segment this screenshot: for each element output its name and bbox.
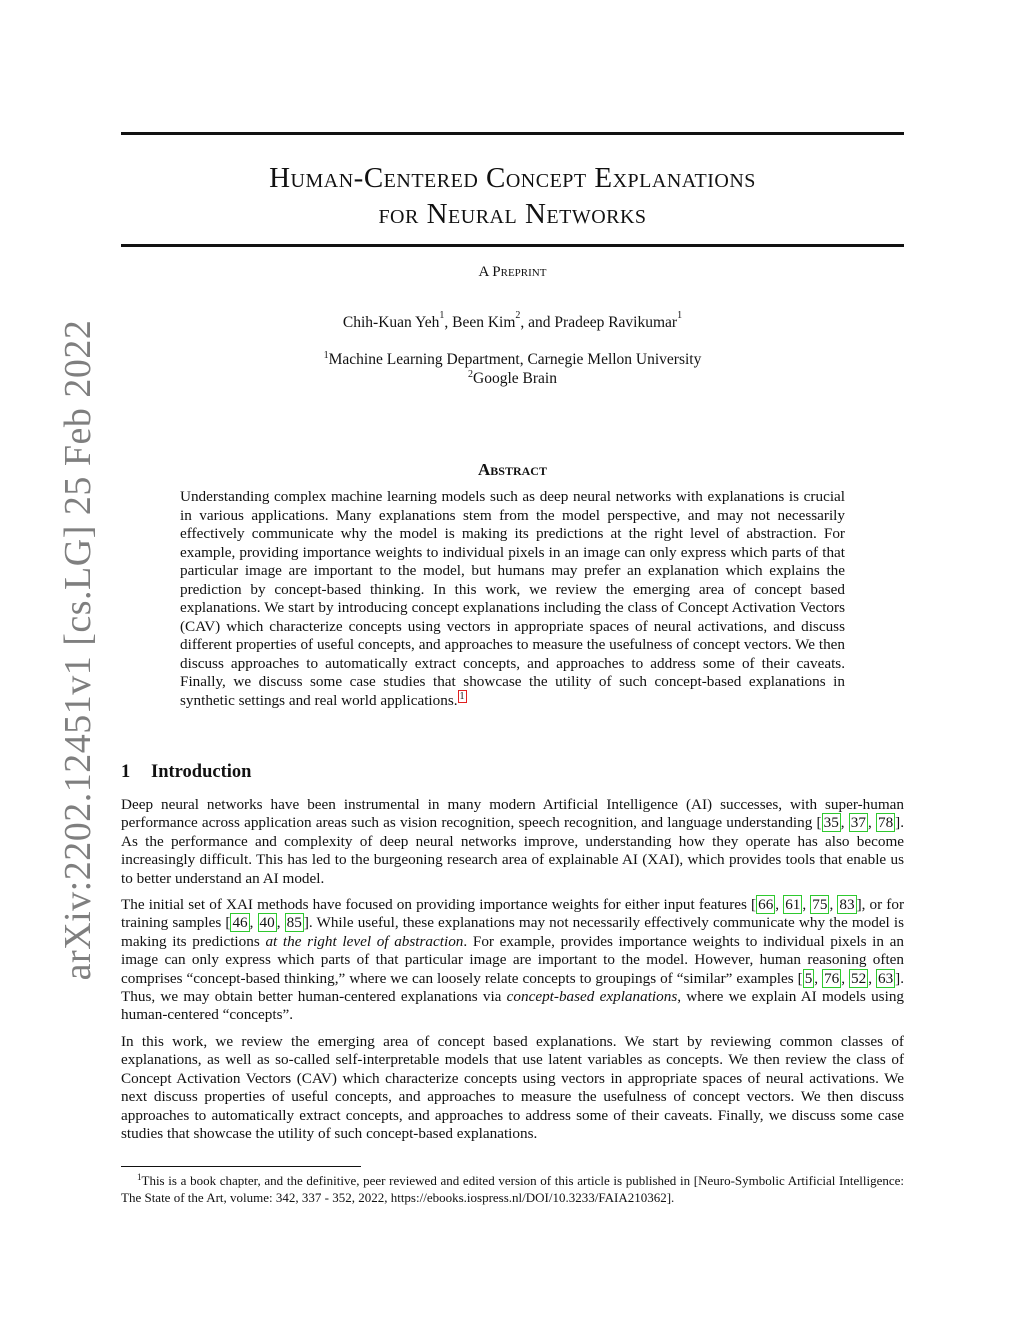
citation-link[interactable]: 37 (850, 814, 866, 832)
paper-title (121, 160, 904, 232)
author-affiliation-mark: 2 (515, 310, 521, 321)
section-heading-introduction (121, 762, 251, 783)
paragraph (121, 896, 904, 1025)
affiliation-mark: 1 (323, 350, 329, 361)
text-run: . Thus, we may obtain better human-centered explanations via (121, 969, 905, 1006)
citation-link[interactable]: 75 (812, 896, 828, 914)
affiliation-list (121, 350, 904, 388)
emphasis-text: concept-based explanations (506, 988, 678, 1006)
citation-link[interactable]: 35 (823, 814, 839, 832)
preprint-label: A Preprint (478, 264, 547, 280)
introduction-body (121, 796, 904, 1151)
author-affiliation-mark: 1 (677, 310, 683, 321)
paragraph: In this work, we review the emerging area of concept based explanations. We start by reviewing common classes of explanations, as well as so-called self-interpretable models that use latent variables as concepts. We then review the class of Concept Activation Vectors (CAV) which characterize concepts using vectors in appropriate spaces of neural activations. We next discuss properties of useful concepts, and approaches to measure the usefulness of concept vectors. We then discuss approaches to automatically extract concepts, and approaches to address some of their caveats. Finally, we discuss some case studies that showcase the utility of such concept-based explanations. (121, 1032, 904, 1142)
affiliation-item (121, 350, 904, 369)
affiliation-mark: 2 (468, 369, 474, 380)
author-separator: , and (520, 314, 555, 331)
text-run: Deep neural networks have been instrumental in many modern Artificial Intelligence (AI) successes, with super-human performance across application areas such as vision recognition, speech recognition, and language understanding (121, 796, 904, 832)
author-name: Pradeep Ravikumar (554, 314, 678, 331)
citation-link[interactable]: 61 (785, 896, 801, 914)
title-line-2: for Neural Networks (378, 198, 647, 230)
citation-group: [ 66 , 61 , 75 , 83 ] (751, 896, 862, 914)
author-name: Chih-Kuan Yeh (342, 314, 440, 331)
citation-link[interactable]: 66 (758, 896, 774, 914)
author-affiliation-mark: 1 (439, 310, 445, 321)
citation-link[interactable]: 52 (851, 969, 867, 987)
paragraph (121, 796, 904, 888)
citation-group: [ 35 , 37 , 78 ] (816, 814, 901, 832)
footnote-rule (121, 1166, 361, 1167)
emphasis-text: at the right level of abstraction (265, 932, 464, 950)
citation-group: [ 5 , 76 , 52 , 63 ] (797, 969, 901, 987)
affiliation-text: Machine Learning Department, Carnegie Mellon University (328, 351, 702, 368)
footnote (121, 1172, 904, 1206)
affiliation-item (121, 369, 904, 388)
citation-group: [ 46 , 40 , 85 ] (225, 914, 309, 932)
citation-link[interactable]: 5 (804, 969, 813, 987)
text-run: . As the performance and complexity of deep neural networks improve, understanding how they operate has also become increasingly difficult. This has led to the burgeoning research area of explainable AI (XAI), which provides tools that enable us to better understand an AI model. (121, 814, 905, 887)
text-run: The initial set of XAI methods have focused on providing importance weights for either input features (121, 896, 752, 914)
title-rule-bottom (121, 244, 904, 247)
author-name: Been Kim (452, 314, 516, 331)
title-rule-top (121, 132, 904, 135)
abstract-body-text: Understanding complex machine learning models such as deep neural networks with explanations is crucial in various applications. Many explanations stem from the model perspective, and may not necessarily effectively communicate why the model is making its predictions at the right level of abstraction. For example, providing importance weights to individual pixels in an image can only express which parts of that particular image are important to the model, but humans may prefer an explanation which explains the prediction by concept-based thinking. In this work, we review the emerging area of concept based explanations. We start by introducing concept explanations including the class of Concept Activation Vectors (CAV) which characterize concepts using vectors in appropriate spaces of neural activations, and discuss different properties of useful concepts, and approaches to measure the usefulness of concept vectors. We then discuss approaches to automatically extract concepts, and approaches to address some of their caveats. Finally, we discuss some case studies that showcase the utility of such concept-based explanations in synthetic settings and real world applications. (180, 488, 845, 709)
citation-link[interactable]: 40 (259, 914, 275, 932)
abstract-text (180, 488, 845, 710)
footnote-text: This is a book chapter, and the definitive, peer reviewed and edited version of this article is published in [Neuro-Symbolic Artificial Intelligence: The State of the Art, volume: 342, 337 - 352, 2022, https://ebooks.iospress.nl/DOI/10.3233/FAIA210362]. (121, 1173, 904, 1205)
section-number: 1 (121, 762, 131, 782)
footnote-mark: 1 (137, 1172, 142, 1182)
title-line-1: Human-Centered Concept Explanations (269, 162, 756, 194)
text-run: , where we explain AI models using human-centered “concepts”. (121, 988, 905, 1024)
citation-link[interactable]: 85 (286, 914, 302, 932)
citation-link[interactable]: 46 (232, 914, 248, 932)
abstract-heading: Abstract (478, 460, 547, 479)
arxiv-identifier: arXiv:2202.12451v1 [cs.LG] 25 Feb 2022 (57, 319, 99, 981)
text-run: , or for training samples (121, 896, 904, 932)
author-separator: , (444, 314, 453, 331)
text-run: . For example, provides importance weights to individual pixels in an image can only express which parts of that particular image are important to the model. However, human reasoning often comprises “concept-based thinking,” where we can loosely relate concepts to groupings of “similar” examples (121, 932, 905, 987)
affiliation-text: Google Brain (473, 370, 557, 387)
citation-link[interactable]: 83 (839, 896, 855, 914)
text-run: . While useful, these explanations may not necessarily effectively communicate why the model is making its predictions (121, 914, 905, 950)
citation-link[interactable]: 76 (824, 969, 840, 987)
author-list (121, 310, 904, 332)
section-title: Introduction (151, 762, 252, 782)
footnote-link[interactable]: 1 (459, 690, 465, 702)
citation-link[interactable]: 63 (877, 969, 894, 987)
citation-link[interactable]: 78 (877, 814, 894, 832)
